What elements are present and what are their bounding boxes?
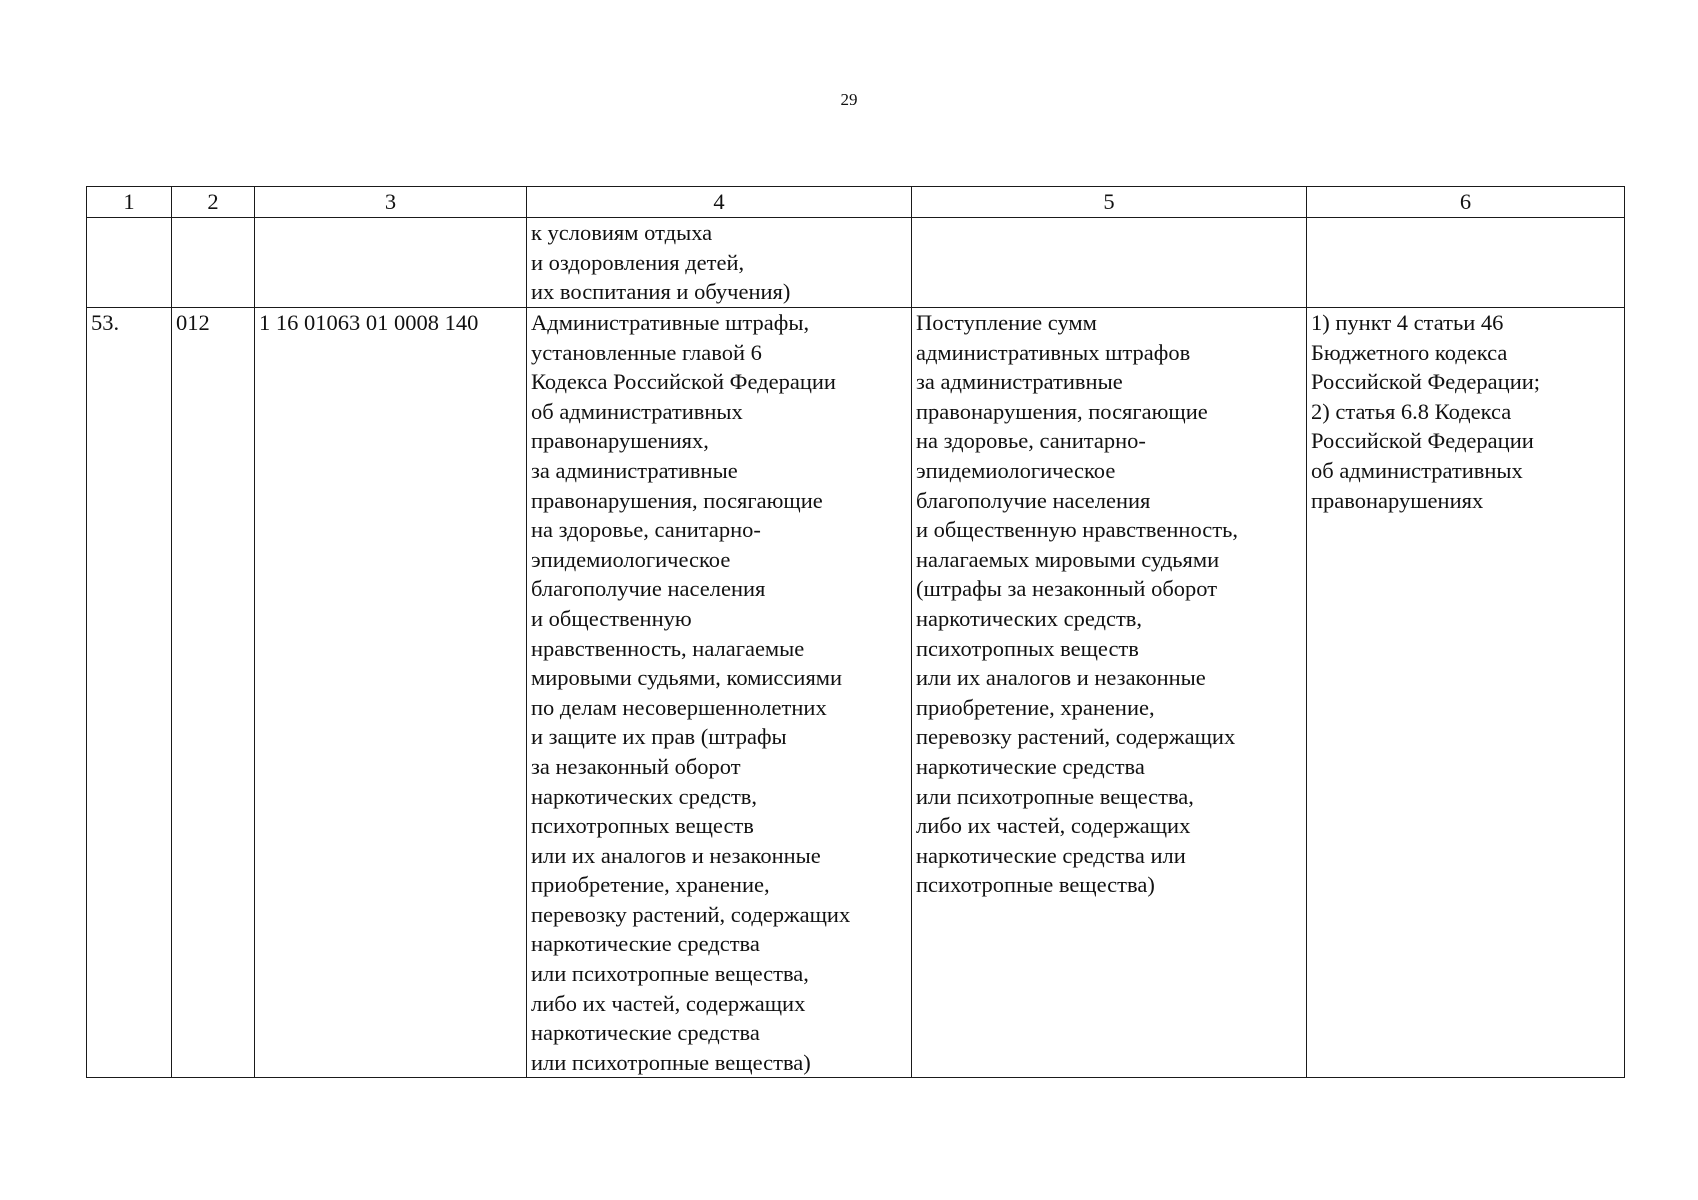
legal-basis-cell <box>1307 218 1625 308</box>
row-number-cell: 53. <box>87 308 172 1078</box>
table-header <box>87 187 1625 218</box>
legal-basis-cell: 1) пункт 4 статьи 46 Бюджетного кодекса Российской Федерации; 2) статья 6.8 Кодекса Российской Федерации об административных правонарушениях <box>1307 308 1625 1078</box>
description-cell: Административные штрафы, установленные главой 6 Кодекса Российской Федерации об административных правонарушениях, за административные правонарушения, посягающие на здоровье, санитарно- эпидемиологическое благополучие населения и общественную нравственность, налагаемые мировыми судьями, комиссиями по делам несовершеннолетних и защите их прав (штрафы за незаконный оборот наркотических средств, психотропных веществ или их аналогов и незаконные приобретение, хранение, перевозку растений, содержащих наркотические средства или психотропные вещества, либо их частей, содержащих наркотические средства или психотропные вещества) <box>527 308 912 1078</box>
column-header-3: 3 <box>255 187 527 218</box>
table-row-53 <box>87 308 1625 1078</box>
description-cell: к условиям отдыха и оздоровления детей, их воспитания и обучения) <box>527 218 912 308</box>
admin-code-cell: 012 <box>172 308 255 1078</box>
revenue-classification-table <box>86 186 1625 1078</box>
table-body <box>87 218 1625 1078</box>
revenue-description-cell: Поступление сумм административных штрафов за административные правонарушения, посягающие на здоровье, санитарно- эпидемиологическое благополучие населения и общественную нравственность, налагаемых мировыми судьями (штрафы за незаконный оборот наркотических средств, психотропных веществ или их аналогов и незаконные приобретение, хранение, перевозку растений, содержащих наркотические средства или психотропные вещества, либо их частей, содержащих наркотические средства или психотропные вещества) <box>912 308 1307 1078</box>
page-number: 29 <box>840 90 858 109</box>
admin-code-cell <box>172 218 255 308</box>
column-header-5: 5 <box>912 187 1307 218</box>
column-header-4: 4 <box>527 187 912 218</box>
row-number-cell <box>87 218 172 308</box>
table-row-continuation <box>87 218 1625 308</box>
budget-code-cell <box>255 218 527 308</box>
column-header-2: 2 <box>172 187 255 218</box>
budget-code-cell: 1 16 01063 01 0008 140 <box>255 308 527 1078</box>
revenue-description-cell <box>912 218 1307 308</box>
column-header-6: 6 <box>1307 187 1625 218</box>
column-header-1: 1 <box>87 187 172 218</box>
header-row <box>87 187 1625 218</box>
